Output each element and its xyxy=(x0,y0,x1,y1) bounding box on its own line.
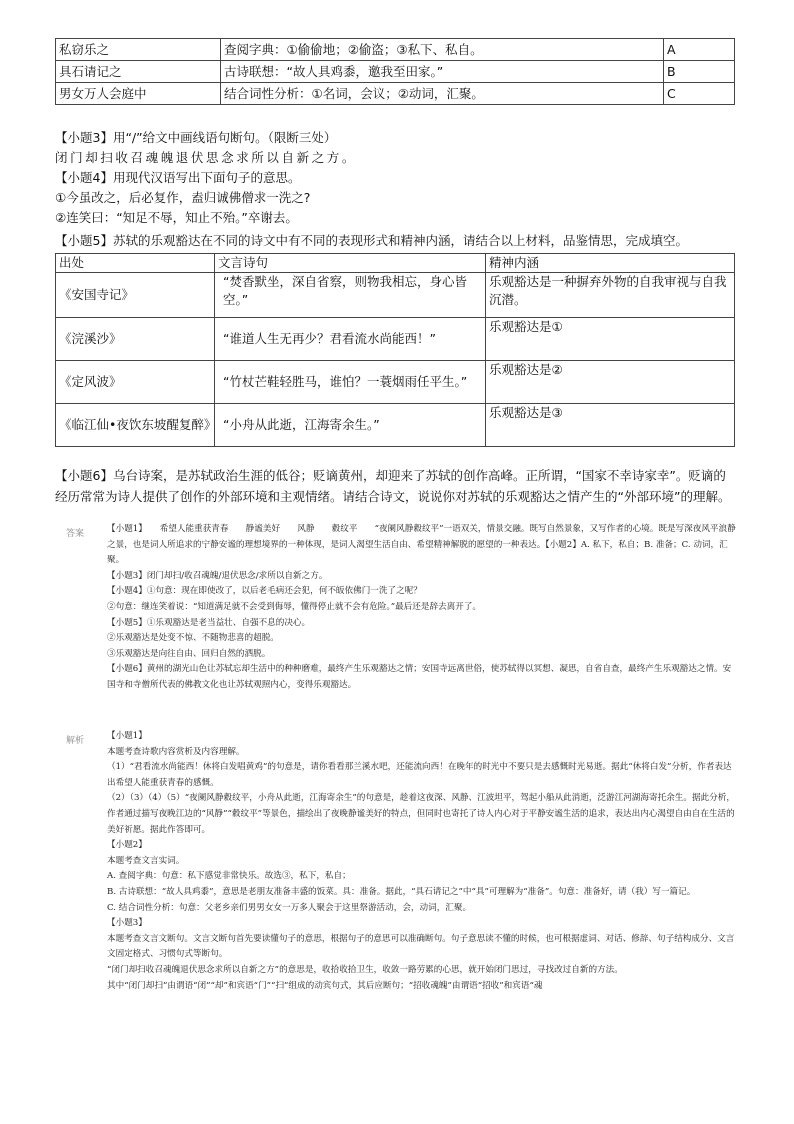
question-3-prompt: 【小题3】用“/”给文中画线语句断句。（限断三处） xyxy=(55,130,337,145)
table-row xyxy=(56,273,735,318)
answer-line: 【小题1】 希望人能重获青春 静谧美好 风静 縠纹平 “夜阑风静縠纹平”一语双关，情景交融。既写自然景象，又写作者的心境。既是写深夜风平浪静之景，也是词人所追求的宁静安谧的理想境界的一种体现，是词人渴望生活自由、希望精神解脱的愿望的一种表达。【小题2】A. 私下，私自；B. 准备；C. 动词，汇聚。 xyxy=(107,524,736,566)
analysis-label: 解析 xyxy=(66,736,85,746)
table-cell: 查阅字典：①偷偷地；②偷盗；③私下、私自。 xyxy=(221,39,664,61)
question-4-sentence-1: ①今虽改之，后必复作，盍归诚佛僧求一洗之? xyxy=(55,190,311,205)
question-4-sentence-2: ②连笑曰：“知足不辱，知止不殆。”卒谢去。 xyxy=(55,210,298,225)
vocab-table xyxy=(55,38,735,105)
question-5-prompt: 【小题5】苏轼的乐观豁达在不同的诗文中有不同的表现形式和精神内涵，请结合以上材料，品鉴情思，完成填空。 xyxy=(55,233,688,248)
answer-block xyxy=(107,522,737,694)
option-letter: C xyxy=(664,83,735,105)
column-header: 出处 xyxy=(56,254,215,273)
analysis-line: B. 古诗联想：“故人具鸡黍”，意思是老朋友准备丰盛的饭菜。具：准备。据此，“具石请记之”中“具”可理解为“准备”。句意：准备好，请（我）写一篇记。 xyxy=(107,886,696,897)
table-cell: 男女万人会庭中 xyxy=(56,83,221,105)
answer-line: 【小题3】闭门却扫/收召魂魄/退伏思念/求所以自新之方。 xyxy=(107,570,328,581)
answer-line: 【小题5】①乐观豁达是老当益壮、自强不息的决心。 xyxy=(107,617,311,628)
table-cell: 古诗联想：“故人具鸡黍，邀我至田家。” xyxy=(221,61,664,83)
table-row xyxy=(56,361,735,404)
analysis-line: “闭门却扫收召魂魄退伏思念求所以自新之方”的意思是，收拾收拾卫生，收敛一路劳累的心思，就开始闭门思过，寻找改过自新的方法。 xyxy=(107,964,623,975)
option-letter: B xyxy=(664,61,735,83)
meaning-cell: 乐观豁达是② xyxy=(486,361,735,404)
table-row xyxy=(56,318,735,361)
meaning-cell: 乐观豁达是一种摒弃外物的自我审视与自我沉潜。 xyxy=(486,273,735,318)
table-row xyxy=(56,39,735,61)
source-cell: 《安国寺记》 xyxy=(56,273,215,318)
column-header: 精神内涵 xyxy=(486,254,735,273)
analysis-line: 【小题1】 xyxy=(107,731,147,741)
source-cell: 《定风波》 xyxy=(56,361,215,404)
analysis-line: 【小题3】 xyxy=(107,918,147,929)
table-row xyxy=(56,83,735,105)
question-6-prompt: 【小题6】乌台诗案，是苏轼政治生涯的低谷；贬谪黄州，却迎来了苏轼的创作高峰。正所谓，“国家不幸诗家幸”。贬谪的经历常常为诗人提供了创作的外部环境和主观情绪。请结合诗文，说说你对苏轼的乐观豁达之情产生的“外部环境”的理解。 xyxy=(55,468,731,504)
analysis-line: A. 查阅字典：句意：私下感觉非常快乐。故选③，私下，私自； xyxy=(107,871,351,882)
question-3-sentence: 闭门却扫收召魂魄退伏思念求所以自新之方。 xyxy=(55,150,358,165)
analysis-block xyxy=(107,729,737,994)
meaning-cell: 乐观豁达是③ xyxy=(486,404,735,447)
analysis-line: 本题考查诗歌内容赏析及内容理解。 xyxy=(107,746,245,757)
answer-label: 答案 xyxy=(66,529,85,539)
appreciation-table xyxy=(55,253,735,447)
verse-cell: “焚香默坐，深自省察，则物我相忘，身心皆空。” xyxy=(215,273,486,318)
analysis-line: 其中“闭门却扫”由谓语“闭”“却”和宾语“门”“扫”组成的动宾句式，其后应断句；“招收魂魄”由谓语“招收”和宾语“魂 xyxy=(107,980,543,991)
meaning-cell: 乐观豁达是① xyxy=(486,318,735,361)
answer-line: 【小题4】①句意：现在即使改了，以后老毛病还会犯，何不皈依佛门一洗了之呢？ xyxy=(107,586,422,597)
analysis-line: （2）（3）（4）（5）“夜阑风静縠纹平，小舟从此逝，江海寄余生”的句意是，趁着这夜深、风静、江波坦平，驾起小船从此消逝，泛游江河湖海寄托余生。据此分析，作者通过描写夜晚江边的“风静”“縠纹平”等景色，描绘出了夜晚静谧美好的特点，但同时也寄托了诗人内心对于平静安谧生活的追求，表达出内心渴望自由自在生活的美好祈愿。据此作答即可。 xyxy=(107,793,735,835)
source-cell: 《临江仙•夜饮东坡醒复醉》 xyxy=(56,404,215,447)
answer-line: ②乐观豁达是处变不惊、不随物悲喜的超脱。 xyxy=(107,633,279,644)
table-cell: 私窃乐之 xyxy=(56,39,221,61)
answer-line: ②句意：继连笑着说：“知道满足就不会受到侮辱，懂得停止就不会有危险。”最后还是辞去离开了。 xyxy=(107,601,482,612)
verse-cell: “竹杖芒鞋轻胜马，谁怕？一蓑烟雨任平生。” xyxy=(215,361,486,404)
analysis-line: 【小题2】 xyxy=(107,840,147,851)
table-cell: 具石请记之 xyxy=(56,61,221,83)
verse-cell: “谁道人生无再少？君看流水尚能西！” xyxy=(215,318,486,361)
question-4-prompt: 【小题4】用现代汉语写出下面句子的意思。 xyxy=(55,170,301,185)
table-cell: 结合词性分析：①名词，会议；②动词，汇聚。 xyxy=(221,83,664,105)
answer-line: ③乐观豁达是向往自由、回归自然的洒脱。 xyxy=(107,648,271,659)
table-row xyxy=(56,404,735,447)
verse-cell: “小舟从此逝，江海寄余生。” xyxy=(215,404,486,447)
analysis-line: 本题考查文言实词。 xyxy=(107,855,185,866)
column-header: 文言诗句 xyxy=(215,254,486,273)
answer-line: 【小题6】黄州的湖光山色让苏轼忘却生活中的种种磨难，最终产生乐观豁达之情；安国寺远离世俗，使苏轼得以冥想、凝思，自省自查，最终产生乐观豁达之情。安国寺和寺僧所代表的佛教文化也让苏轼观照内心，变得乐观豁达。 xyxy=(107,664,732,690)
table-header-row xyxy=(56,254,735,273)
analysis-line: （1）“君看流水尚能西！休将白发唱黄鸡”的句意是，请你看看那兰溪水吧，还能流向西！在晚年的时光中不要只是去感慨时光易逝。据此“休将白发”分析，作者表达出希望人能重获青春的感慨。 xyxy=(107,762,732,788)
option-letter: A xyxy=(664,39,735,61)
analysis-line: 本题考查文言文断句。文言文断句首先要读懂句子的意思，根据句子的意思可以准确断句。句子意思读不懂的时候，也可根据虚词、对话、修辞、句子结构成分、文言文固定格式、习惯句式等断句。 xyxy=(107,933,735,960)
table-row xyxy=(56,61,735,83)
analysis-line: C. 结合词性分析：句意：父老乡亲们男男女女一万多人聚会于这里祭游活动，会，动词，汇聚。 xyxy=(107,902,472,913)
source-cell: 《浣溪沙》 xyxy=(56,318,215,361)
